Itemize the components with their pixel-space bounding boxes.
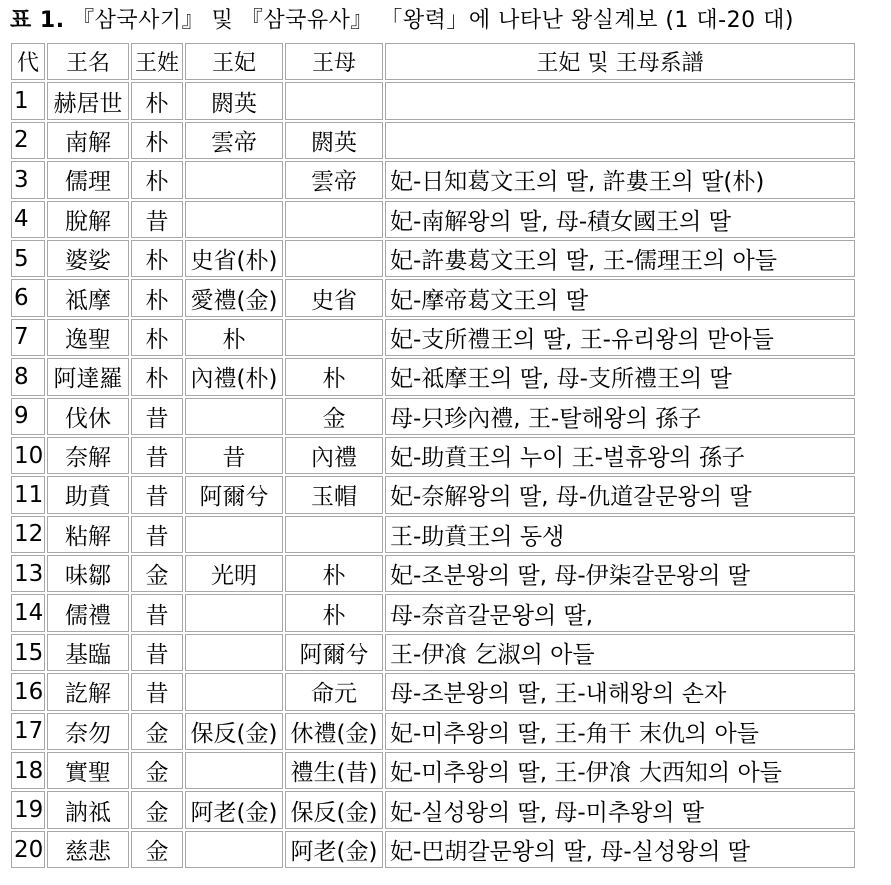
cell-king-name: 阿達羅 bbox=[47, 358, 129, 395]
cell-king-name: 基臨 bbox=[47, 634, 129, 671]
cell-generation: 2 bbox=[11, 122, 45, 159]
table-row bbox=[11, 201, 855, 238]
table-row bbox=[11, 319, 855, 356]
cell-genealogy bbox=[385, 82, 855, 119]
table-row bbox=[11, 358, 855, 395]
table-row bbox=[11, 752, 855, 789]
cell-queen: 朴 bbox=[185, 319, 283, 356]
cell-queen bbox=[185, 752, 283, 789]
cell-genealogy: 妃-南解왕의 딸, 母-積女國王의 딸 bbox=[385, 201, 855, 238]
table-title: 『삼국사기』 및 『삼국유사』 「왕력」에 나타난 왕실계보 (1 대-20 대) bbox=[64, 8, 794, 33]
cell-generation: 1 bbox=[11, 82, 45, 119]
cell-queen: 光明 bbox=[185, 555, 283, 592]
cell-genealogy: 妃-巴胡갈문왕의 딸, 母-실성왕의 딸 bbox=[385, 831, 855, 868]
cell-king-surname: 朴 bbox=[131, 358, 183, 395]
cell-queen: 愛禮(金) bbox=[185, 279, 283, 316]
cell-queen: 阿爾兮 bbox=[185, 476, 283, 513]
table-row bbox=[11, 634, 855, 671]
cell-generation: 9 bbox=[11, 398, 45, 435]
cell-genealogy: 妃-奈解왕의 딸, 母-仇道갈문왕의 딸 bbox=[385, 476, 855, 513]
cell-generation: 14 bbox=[11, 594, 45, 631]
cell-queen-mother: 命元 bbox=[285, 673, 383, 710]
cell-king-name: 味鄒 bbox=[47, 555, 129, 592]
cell-queen bbox=[185, 201, 283, 238]
cell-genealogy: 妃-日知葛文王의 딸, 許婁王의 딸(朴) bbox=[385, 161, 855, 198]
cell-generation: 3 bbox=[11, 161, 45, 198]
header-genealogy: 王妃 및 王母系譜 bbox=[385, 43, 855, 80]
cell-generation: 15 bbox=[11, 634, 45, 671]
cell-queen-mother: 金 bbox=[285, 398, 383, 435]
table-row bbox=[11, 279, 855, 316]
cell-queen-mother: 阿爾兮 bbox=[285, 634, 383, 671]
cell-generation: 8 bbox=[11, 358, 45, 395]
cell-queen: 阿老(金) bbox=[185, 791, 283, 828]
cell-genealogy: 母-조분왕의 딸, 王-내해왕의 손자 bbox=[385, 673, 855, 710]
cell-generation: 17 bbox=[11, 713, 45, 750]
cell-king-surname: 昔 bbox=[131, 673, 183, 710]
cell-genealogy: 妃-미추왕의 딸, 王-角干 末仇의 아들 bbox=[385, 713, 855, 750]
cell-queen-mother: 玉帽 bbox=[285, 476, 383, 513]
cell-king-name: 伐休 bbox=[47, 398, 129, 435]
cell-genealogy: 母-只珍內禮, 王-탈해왕의 孫子 bbox=[385, 398, 855, 435]
cell-queen: 昔 bbox=[185, 437, 283, 474]
cell-genealogy: 王-助賁王의 동생 bbox=[385, 516, 855, 553]
cell-king-name: 儒禮 bbox=[47, 594, 129, 631]
cell-king-name: 訖解 bbox=[47, 673, 129, 710]
cell-queen-mother: 休禮(金) bbox=[285, 713, 383, 750]
table-row bbox=[11, 791, 855, 828]
header-king-name: 王名 bbox=[47, 43, 129, 80]
cell-generation: 10 bbox=[11, 437, 45, 474]
table-row bbox=[11, 594, 855, 631]
cell-genealogy: 妃-摩帝葛文王의 딸 bbox=[385, 279, 855, 316]
cell-king-name: 奈解 bbox=[47, 437, 129, 474]
cell-king-name: 儒理 bbox=[47, 161, 129, 198]
cell-genealogy: 妃-조분왕의 딸, 母-伊柒갈문왕의 딸 bbox=[385, 555, 855, 592]
cell-queen-mother: 阿老(金) bbox=[285, 831, 383, 868]
table-row bbox=[11, 161, 855, 198]
cell-queen-mother: 朴 bbox=[285, 555, 383, 592]
table-row bbox=[11, 516, 855, 553]
table-row bbox=[11, 82, 855, 119]
cell-king-surname: 昔 bbox=[131, 398, 183, 435]
cell-generation: 11 bbox=[11, 476, 45, 513]
cell-generation: 5 bbox=[11, 240, 45, 277]
cell-king-surname: 昔 bbox=[131, 437, 183, 474]
cell-queen-mother bbox=[285, 516, 383, 553]
cell-king-surname: 朴 bbox=[131, 240, 183, 277]
cell-genealogy: 妃-미추왕의 딸, 王-伊飡 大西知의 아들 bbox=[385, 752, 855, 789]
cell-queen-mother: 禮生(昔) bbox=[285, 752, 383, 789]
cell-king-surname: 昔 bbox=[131, 594, 183, 631]
cell-queen-mother: 閼英 bbox=[285, 122, 383, 159]
cell-king-surname: 昔 bbox=[131, 201, 183, 238]
cell-queen bbox=[185, 831, 283, 868]
cell-generation: 12 bbox=[11, 516, 45, 553]
header-row bbox=[11, 43, 855, 80]
cell-generation: 18 bbox=[11, 752, 45, 789]
cell-queen-mother: 朴 bbox=[285, 358, 383, 395]
cell-genealogy: 妃-支所禮王의 딸, 王-유리왕의 맏아들 bbox=[385, 319, 855, 356]
table-row bbox=[11, 437, 855, 474]
cell-generation: 7 bbox=[11, 319, 45, 356]
cell-king-surname: 朴 bbox=[131, 161, 183, 198]
header-generation: 代 bbox=[11, 43, 45, 80]
cell-king-surname: 金 bbox=[131, 752, 183, 789]
cell-queen: 雲帝 bbox=[185, 122, 283, 159]
cell-king-name: 訥祗 bbox=[47, 791, 129, 828]
cell-genealogy bbox=[385, 122, 855, 159]
cell-genealogy: 妃-祗摩王의 딸, 母-支所禮王의 딸 bbox=[385, 358, 855, 395]
header-king-surname: 王姓 bbox=[131, 43, 183, 80]
cell-queen-mother bbox=[285, 240, 383, 277]
cell-king-surname: 朴 bbox=[131, 319, 183, 356]
cell-queen-mother: 朴 bbox=[285, 594, 383, 631]
cell-king-surname: 朴 bbox=[131, 122, 183, 159]
cell-king-name: 慈悲 bbox=[47, 831, 129, 868]
genealogy-table bbox=[9, 41, 857, 870]
cell-king-surname: 昔 bbox=[131, 516, 183, 553]
cell-generation: 13 bbox=[11, 555, 45, 592]
cell-genealogy: 妃-실성왕의 딸, 母-미추왕의 딸 bbox=[385, 791, 855, 828]
table-row bbox=[11, 713, 855, 750]
table-row bbox=[11, 673, 855, 710]
cell-king-name: 赫居世 bbox=[47, 82, 129, 119]
cell-king-surname: 金 bbox=[131, 831, 183, 868]
cell-genealogy: 妃-許婁葛文王의 딸, 王-儒理王의 아들 bbox=[385, 240, 855, 277]
cell-queen: 內禮(朴) bbox=[185, 358, 283, 395]
cell-king-surname: 昔 bbox=[131, 476, 183, 513]
table-row bbox=[11, 240, 855, 277]
cell-generation: 19 bbox=[11, 791, 45, 828]
cell-genealogy: 妃-助賁王의 누이 王-벌휴왕의 孫子 bbox=[385, 437, 855, 474]
table-row bbox=[11, 398, 855, 435]
header-queen-mother: 王母 bbox=[285, 43, 383, 80]
cell-king-surname: 金 bbox=[131, 791, 183, 828]
cell-king-name: 祗摩 bbox=[47, 279, 129, 316]
cell-king-surname: 金 bbox=[131, 713, 183, 750]
table-body bbox=[11, 82, 855, 868]
table-row bbox=[11, 122, 855, 159]
cell-queen-mother: 內禮 bbox=[285, 437, 383, 474]
cell-king-name: 實聖 bbox=[47, 752, 129, 789]
cell-king-surname: 金 bbox=[131, 555, 183, 592]
cell-king-name: 脫解 bbox=[47, 201, 129, 238]
cell-king-surname: 朴 bbox=[131, 82, 183, 119]
table-number: 표 1. bbox=[10, 8, 65, 33]
cell-king-surname: 昔 bbox=[131, 634, 183, 671]
cell-generation: 6 bbox=[11, 279, 45, 316]
cell-queen bbox=[185, 398, 283, 435]
cell-king-name: 逸聖 bbox=[47, 319, 129, 356]
cell-generation: 4 bbox=[11, 201, 45, 238]
cell-queen-mother bbox=[285, 201, 383, 238]
cell-queen bbox=[185, 516, 283, 553]
cell-genealogy: 王-伊飡 乞淑의 아들 bbox=[385, 634, 855, 671]
cell-generation: 20 bbox=[11, 831, 45, 868]
cell-queen bbox=[185, 594, 283, 631]
table-caption bbox=[10, 4, 794, 38]
cell-queen bbox=[185, 634, 283, 671]
cell-queen: 保反(金) bbox=[185, 713, 283, 750]
cell-queen-mother bbox=[285, 319, 383, 356]
cell-genealogy: 母-奈音갈문왕의 딸, bbox=[385, 594, 855, 631]
cell-queen: 閼英 bbox=[185, 82, 283, 119]
cell-king-name: 助賁 bbox=[47, 476, 129, 513]
table-row bbox=[11, 476, 855, 513]
cell-queen bbox=[185, 673, 283, 710]
cell-king-name: 粘解 bbox=[47, 516, 129, 553]
cell-generation: 16 bbox=[11, 673, 45, 710]
cell-king-surname: 朴 bbox=[131, 279, 183, 316]
table-row bbox=[11, 831, 855, 868]
cell-queen-mother: 雲帝 bbox=[285, 161, 383, 198]
cell-king-name: 婆娑 bbox=[47, 240, 129, 277]
cell-queen-mother: 史省 bbox=[285, 279, 383, 316]
cell-queen bbox=[185, 161, 283, 198]
table-row bbox=[11, 555, 855, 592]
cell-queen-mother: 保反(金) bbox=[285, 791, 383, 828]
cell-king-name: 奈勿 bbox=[47, 713, 129, 750]
cell-queen-mother bbox=[285, 82, 383, 119]
cell-king-name: 南解 bbox=[47, 122, 129, 159]
cell-queen: 史省(朴) bbox=[185, 240, 283, 277]
header-queen: 王妃 bbox=[185, 43, 283, 80]
